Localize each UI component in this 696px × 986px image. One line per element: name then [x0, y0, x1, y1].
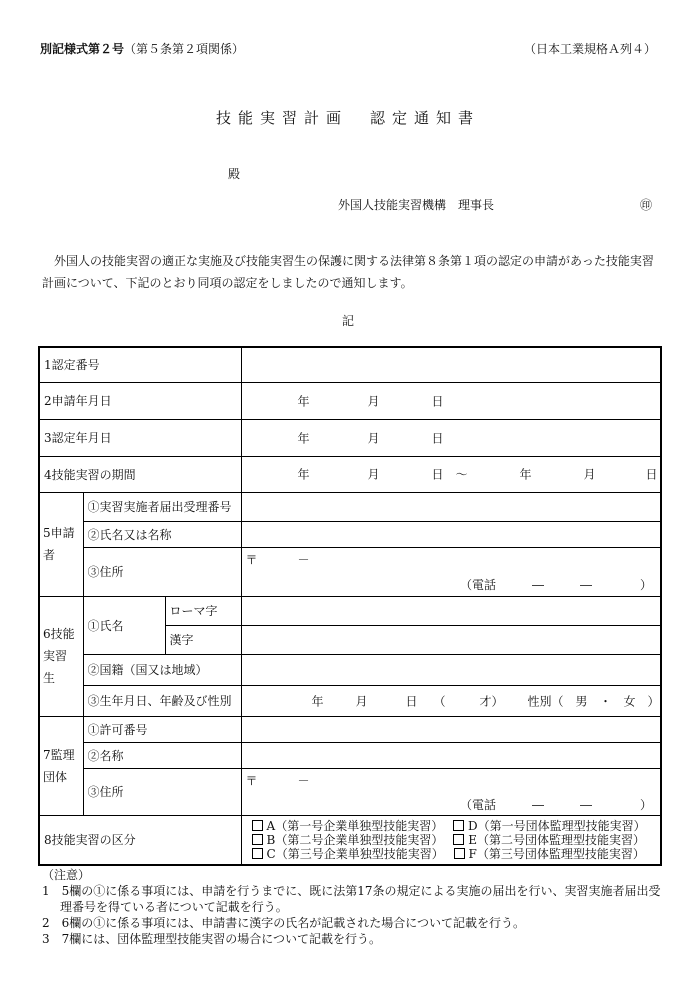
paper-size-note: （日本工業規格Ａ列４） [523, 42, 656, 56]
trainee-kanji-field[interactable] [241, 625, 661, 654]
applicant-address-label: ③住所 [83, 547, 241, 596]
applicant-name-field[interactable] [241, 521, 661, 547]
end-month-label: 月 [583, 467, 596, 482]
note-item: 2 6欄の①に係る事項には、申請書に漢字の氏名が記載された場合について記載を行う。 [42, 916, 526, 930]
org-address-field[interactable] [241, 768, 661, 815]
issuer-name: 外国人技能実習機構 理事長 [338, 198, 495, 212]
class-row [252, 847, 656, 861]
month-label: 月 [367, 431, 380, 445]
org-category-label: 7監理団体 [39, 716, 83, 815]
checkbox[interactable] [252, 834, 263, 845]
form-reference: （第５条第２項関係） [124, 42, 245, 56]
ki-label: 記 [341, 314, 354, 328]
notes-heading: （注意） [42, 868, 91, 882]
org-permit-number-field[interactable] [241, 716, 661, 742]
classification-label: 8技能実習の区分 [39, 815, 241, 865]
checkbox[interactable] [453, 834, 464, 845]
row-applicant-name [39, 521, 661, 547]
period-tilde: ～ [455, 467, 468, 482]
postal-mark: 〒 [245, 773, 258, 788]
row-trainee-birth [39, 685, 661, 716]
birth-year-label: 年 [311, 694, 324, 708]
training-period-field[interactable] [241, 456, 661, 492]
checkbox[interactable] [252, 848, 263, 859]
trainee-romaji-label: ローマ字 [165, 596, 241, 625]
start-year-label: 年 [297, 467, 310, 482]
class-option-e[interactable]: E（第二号団体監理型技能実習） [453, 833, 645, 847]
year-label: 年 [297, 394, 310, 408]
phone-label: （電話 ― ― ） [459, 797, 652, 812]
age-open: （ [433, 694, 446, 708]
form-label [40, 40, 244, 57]
class-option-a[interactable]: A（第一号企業単独型技能実習） [252, 819, 444, 833]
addressee-honorific: 殿 [228, 167, 241, 181]
applicant-category-label: 5申請者 [39, 492, 83, 596]
class-row [252, 819, 656, 833]
row-training-period [39, 456, 661, 492]
certification-date-label: 3認定年月日 [39, 419, 241, 456]
trainee-name-label: ①氏名 [83, 596, 165, 654]
postal-mark: 〒 [245, 552, 258, 567]
class-option-f[interactable]: F（第三号団体監理型技能実習） [454, 847, 645, 861]
application-date-label: 2申請年月日 [39, 382, 241, 419]
row-applicant-notification-number [39, 492, 661, 521]
notes-section [42, 867, 662, 947]
class-option-c[interactable]: C（第三号企業単独型技能実習） [252, 847, 444, 861]
row-trainee-romaji [39, 596, 661, 625]
checkbox[interactable] [454, 848, 465, 859]
row-trainee-nationality [39, 654, 661, 685]
certification-number-label: 1認定番号 [39, 347, 241, 382]
trainee-romaji-field[interactable] [241, 596, 661, 625]
certification-date-field[interactable] [241, 419, 661, 456]
seal-mark: ㊞ [640, 198, 653, 212]
start-month-label: 月 [367, 467, 380, 482]
org-permit-number-label: ①許可番号 [83, 716, 241, 742]
birth-day-label: 日 [405, 694, 418, 708]
applicant-notification-number-field[interactable] [241, 492, 661, 521]
trainee-nationality-label: ②国籍（国又は地域） [83, 654, 241, 685]
document-title: 技能実習計画 認定通知書 [215, 109, 480, 127]
class-option-d[interactable]: D（第一号団体監理型技能実習） [453, 819, 646, 833]
row-certification-number [39, 347, 661, 382]
year-label: 年 [297, 431, 310, 445]
checkbox[interactable] [453, 820, 464, 831]
org-name-field[interactable] [241, 742, 661, 768]
org-address-label: ③住所 [83, 768, 241, 815]
month-label: 月 [367, 394, 380, 408]
class-row [252, 833, 656, 847]
application-date-field[interactable] [241, 382, 661, 419]
row-certification-date [39, 419, 661, 456]
row-training-classification [39, 815, 661, 865]
applicant-address-field[interactable] [241, 547, 661, 596]
postal-dash: － [297, 552, 310, 567]
body-text: 外国人の技能実習の適正な実施及び技能実習生の保護に関する法律第８条第１項の認定の申請があった技能実習計画について、下記のとおり同項の認定をしましたので通知します。 [42, 254, 654, 290]
day-label: 日 [431, 431, 444, 445]
applicant-name-label: ②氏名又は名称 [83, 521, 241, 547]
row-application-date [39, 382, 661, 419]
gender-label: 性別（ 男 ・ 女 ） [527, 694, 660, 708]
trainee-kanji-label: 漢字 [165, 625, 241, 654]
postal-dash: － [297, 773, 310, 788]
row-applicant-address [39, 547, 661, 596]
note-item: 3 7欄には、団体監理型技能実習の場合について記載を行う。 [42, 932, 382, 946]
row-org-permit-number [39, 716, 661, 742]
row-org-name [39, 742, 661, 768]
checkbox[interactable] [252, 820, 263, 831]
note-item: 1 5欄の①に係る事項には、申請を行うまでに、既に法第17条の規定による実施の届出を行い、実習実施者届出受理番号を得ている者について記載を行う。 [42, 884, 661, 914]
start-day-label: 日 [431, 467, 444, 482]
phone-label: （電話 ― ― ） [459, 577, 652, 592]
trainee-category-label: 6技能実習生 [39, 596, 83, 716]
trainee-birth-field[interactable] [241, 685, 661, 716]
classification-options [241, 815, 661, 865]
birth-month-label: 月 [355, 694, 368, 708]
age-close: 才） [479, 694, 504, 708]
end-day-label: 日 [645, 467, 658, 482]
trainee-nationality-field[interactable] [241, 654, 661, 685]
end-year-label: 年 [519, 467, 532, 482]
org-name-label: ②名称 [83, 742, 241, 768]
certification-number-field[interactable] [241, 347, 661, 382]
day-label: 日 [431, 394, 444, 408]
applicant-notification-number-label: ①実習実施者届出受理番号 [83, 492, 241, 521]
class-option-b[interactable]: B（第二号企業単独型技能実習） [252, 833, 444, 847]
certification-table [38, 346, 662, 866]
trainee-birth-label: ③生年月日、年齢及び性別 [83, 685, 241, 716]
row-org-address [39, 768, 661, 815]
training-period-label: 4技能実習の期間 [39, 456, 241, 492]
form-number: 別記様式第２号 [40, 42, 125, 56]
